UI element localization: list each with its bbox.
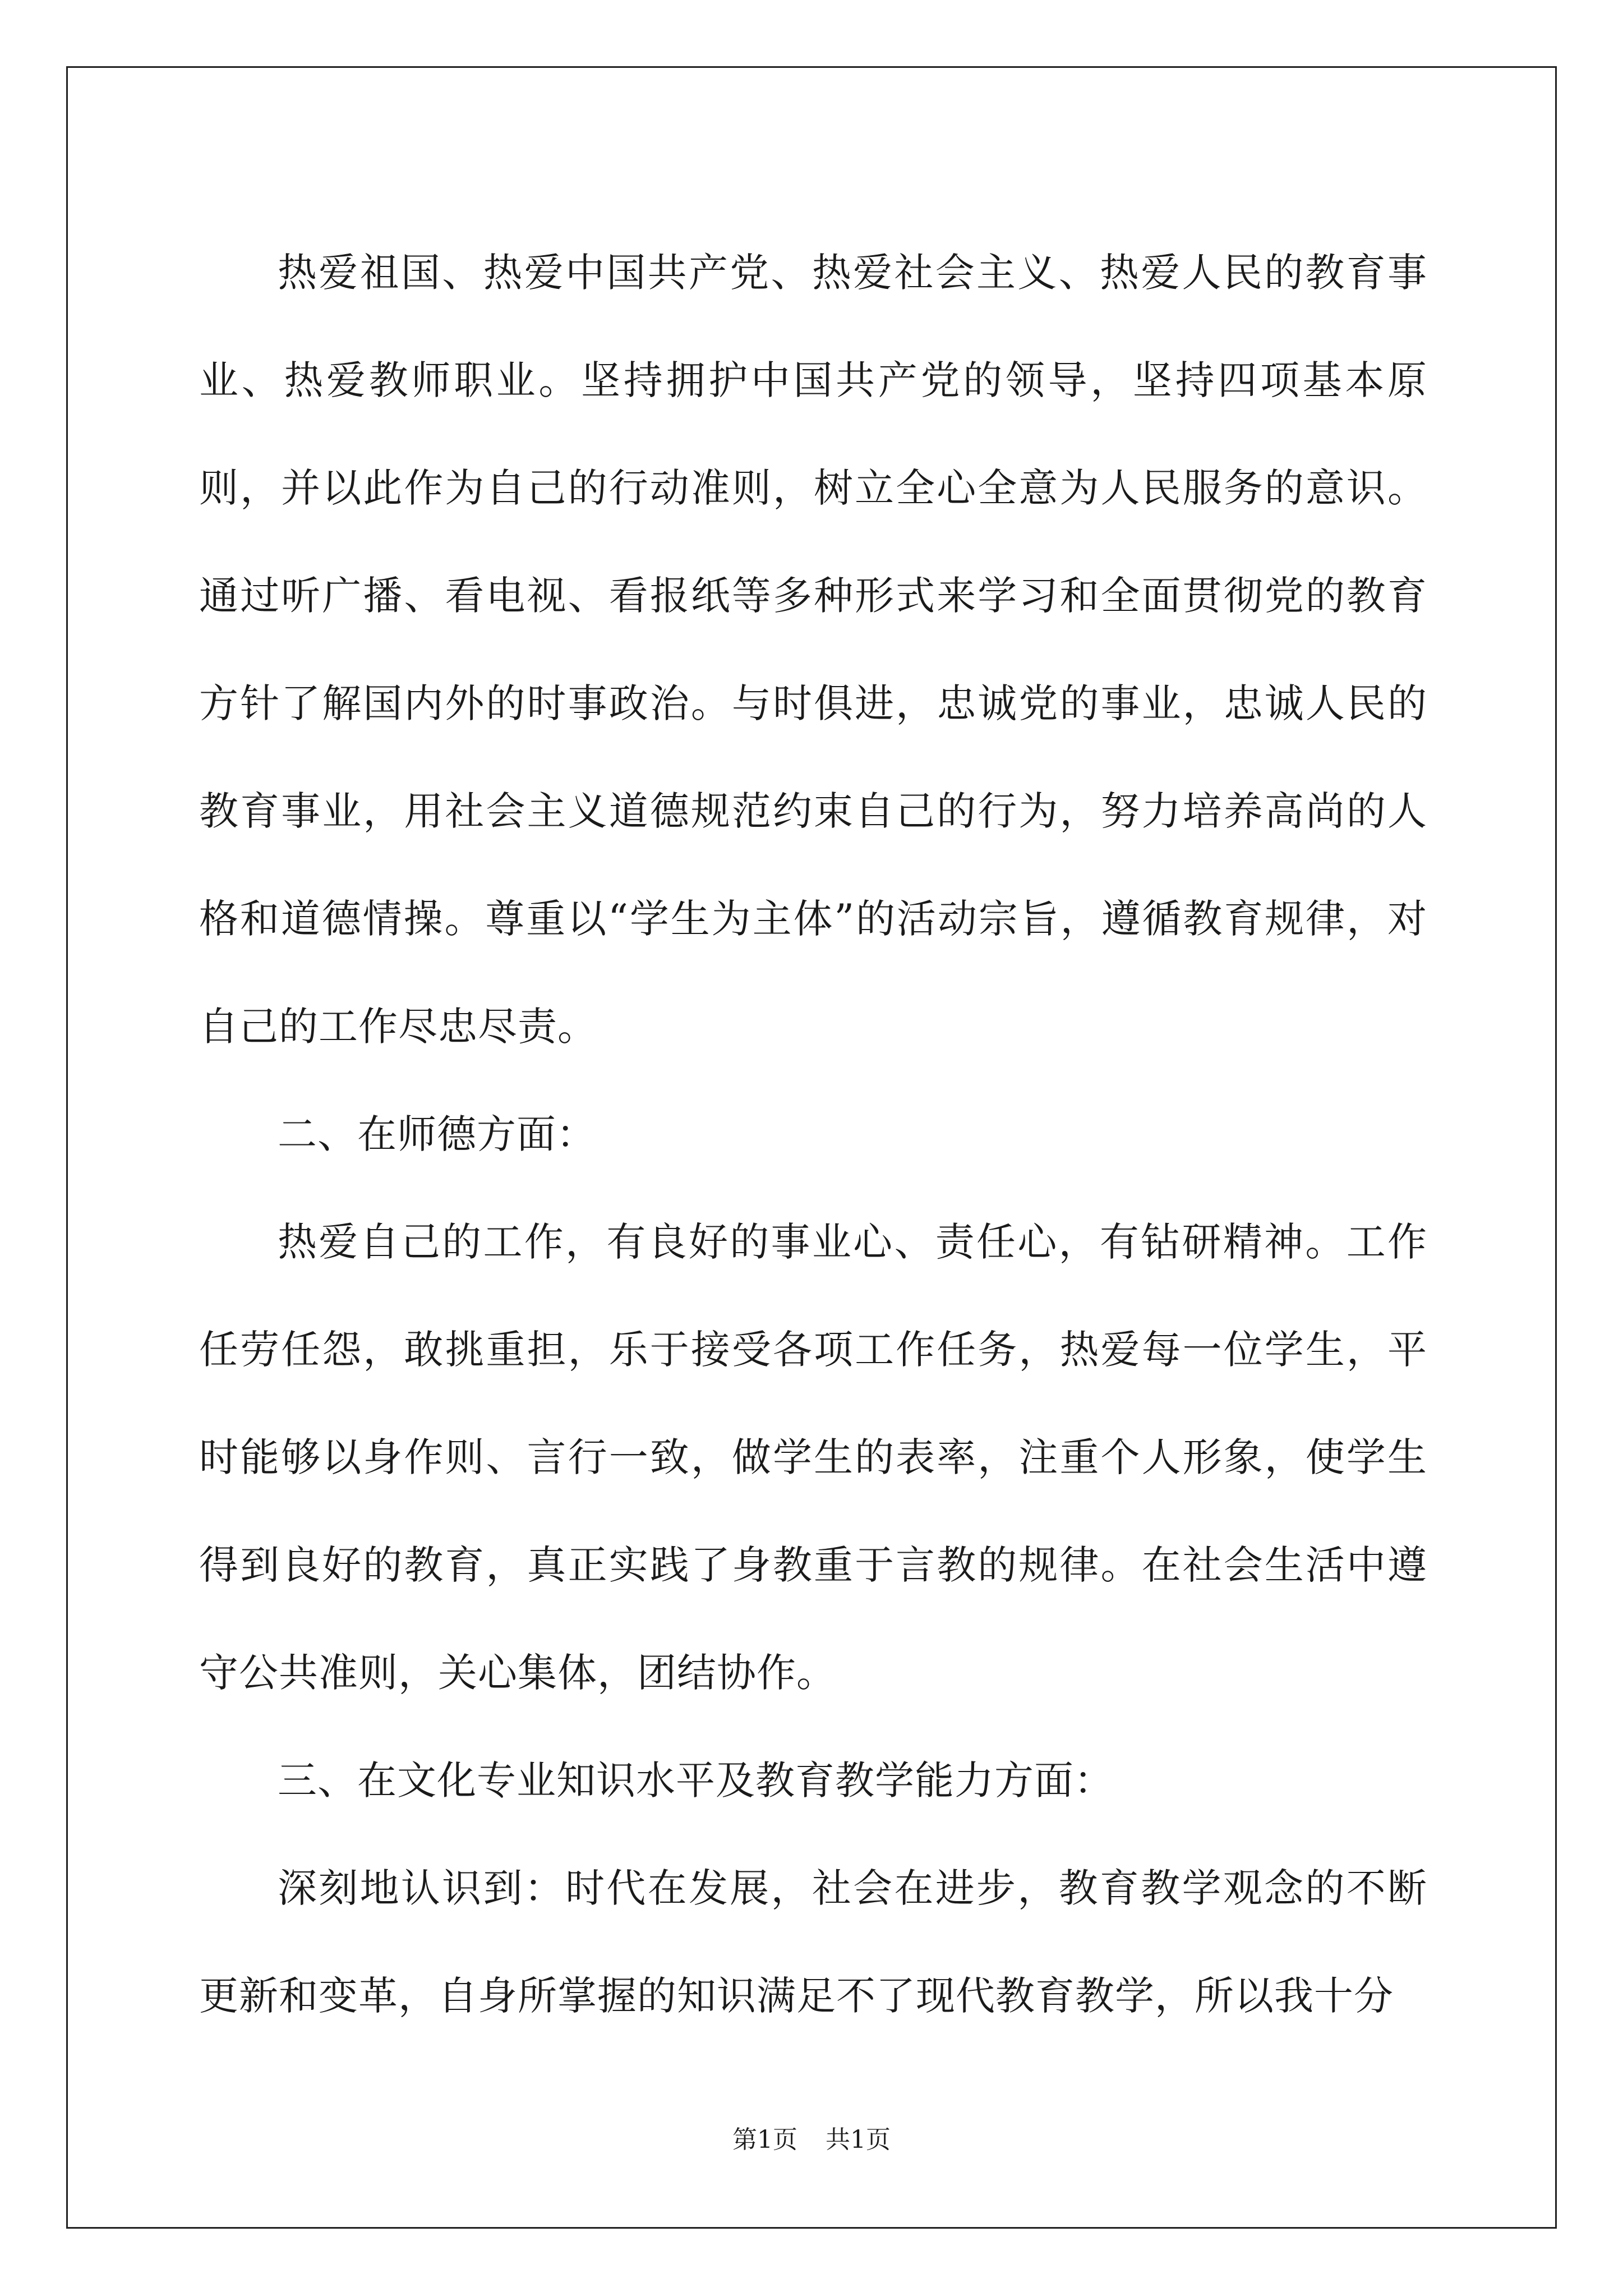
paragraph-teacher-ethics: 热爱自己的工作，有良好的事业心、责任心，有钻研精神。工作任劳任怨，敢挑重担，乐于接受各项工作任务，热爱每一位学生，平时能够以身作则、言行一致，做学生的表率，注重个人形象，使学生得到良好的教育，真正实践了身教重于言教的规律。在社会生活中遵守公共准则，关心集体，团结协作。	[199, 1219, 1427, 1696]
paragraph-political-attitude: 热爱祖国、热爱中国共产党、热爱社会主义、热爱人民的教育事业、热爱教师职业。坚持拥护中国共产党的领导，坚持四项基本原则，并以此作为自己的行动准则，树立全心全意为人民服务的意识。通过听广播、看电视、看报纸等多种形式来学习和全面贯彻党的教育方针了解国内外的时事政治。与时俱进，忠诚党的事业，忠诚人民的教育事业，用社会主义道德规范约束自己的行为，努力培养高尚的人格和道德情操。尊重以“学生为主体”的活动宗旨，遵循教育规律，对自己的工作尽忠尽责。	[199, 250, 1427, 1050]
page-footer	[0, 2123, 1623, 2157]
section-heading-teacher-ethics: 二、在师德方面：	[278, 1111, 596, 1157]
document-body	[199, 219, 1427, 2050]
page-number-current: 第1页	[732, 2125, 797, 2154]
paragraph-professional-knowledge: 深刻地认识到：时代在发展，社会在进步，教育教学观念的不断更新和变革，自身所掌握的知识满足不了现代教育教学，所以我十分	[199, 1865, 1427, 2019]
section-heading-professional-knowledge: 三、在文化专业知识水平及教育教学能力方面：	[278, 1757, 1114, 1803]
page-number-total: 共1页	[826, 2125, 891, 2154]
